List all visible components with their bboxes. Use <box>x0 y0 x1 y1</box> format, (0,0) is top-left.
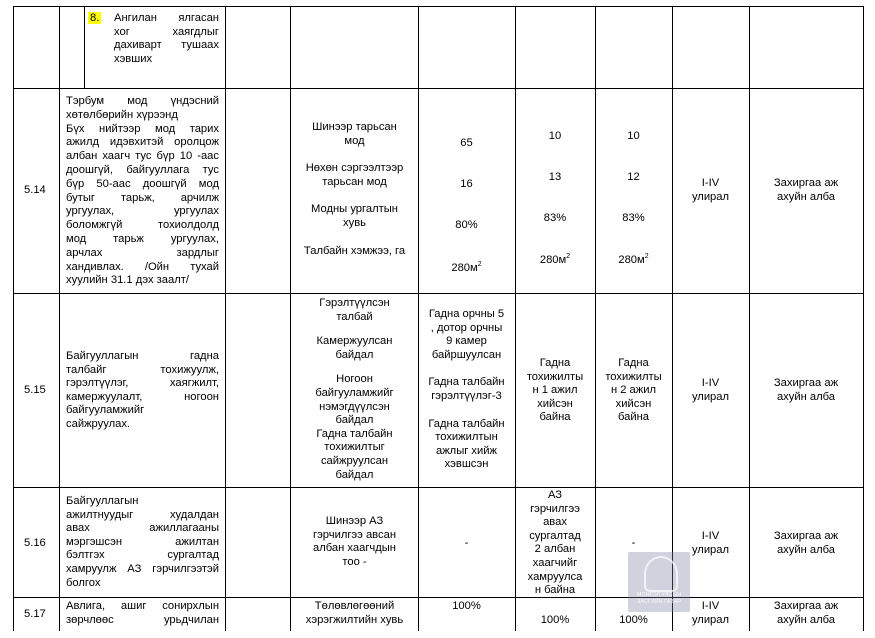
target-value: 100% <box>619 614 648 626</box>
text-line: байршуулсан <box>431 348 502 361</box>
indicator <box>291 203 418 230</box>
text-line: Модны ургалтын <box>311 203 398 216</box>
column-border <box>13 6 14 631</box>
target-text <box>515 357 595 425</box>
text-line: тарьсан мод <box>322 175 387 188</box>
activity-text <box>66 495 219 590</box>
area-unit-superscript: 2 <box>477 261 482 268</box>
text-line: МОНГОЛ УЛСЫН <box>636 592 682 598</box>
text-line: сайжруулсан <box>320 454 389 467</box>
baseline-value: 65 <box>460 137 473 149</box>
indicator-list <box>291 121 418 258</box>
baseline-value: 100% <box>452 600 481 612</box>
text-line: хөтөлбөрийн хүрээнд <box>66 108 178 121</box>
text-line: камержуулалт, ногоон <box>66 390 219 403</box>
baseline-text <box>418 308 515 472</box>
row-border <box>13 6 864 7</box>
text-line: н 1 ажил <box>532 384 578 397</box>
text-line: н 2 ажил <box>610 384 657 397</box>
text-line: болгох <box>66 576 101 589</box>
text-line: ахуйн алба <box>776 390 836 403</box>
activity-text <box>66 95 219 288</box>
text-line: байгууламжийг <box>315 386 394 399</box>
row-border <box>13 487 864 488</box>
text-line: ажилтнуудыг худалдан <box>66 508 219 521</box>
text-line: бутыг тарьж, арчилж <box>66 191 219 204</box>
text-line: тохижилтыг <box>324 441 385 454</box>
text-line: Гадна орчны 5 <box>428 308 505 320</box>
text-line: хамруулж АЗ гэрчилгээтэй <box>66 562 219 575</box>
text-line: Захиргаа аж <box>773 600 839 612</box>
text-line: доошгүй, байгууллага тус <box>66 163 219 176</box>
baseline-value: - <box>464 537 469 549</box>
text-line: Гадна талбайн <box>428 376 505 389</box>
text-line: байдал <box>335 414 374 427</box>
text-line: улирал <box>691 613 730 626</box>
text-line: гэрэлтүүлэг, хаягжилт, <box>66 377 219 390</box>
responsible-unit <box>749 377 863 404</box>
text-line: Төлөвлөгөөний <box>314 600 395 612</box>
responsible-unit <box>749 177 863 204</box>
row-border <box>13 293 864 294</box>
text-line: хамруулса <box>527 570 583 583</box>
row-number: 5.17 <box>24 608 46 620</box>
text-line: Байгууллагын <box>66 495 139 507</box>
text-line: улирал <box>691 190 730 203</box>
text-line: хэвших <box>114 52 153 65</box>
text-line: зөрчлөөс урьдчилан <box>66 613 219 626</box>
target-value: 10 <box>627 130 640 142</box>
text-line: н байна <box>534 584 576 597</box>
row-number: 5.15 <box>24 384 46 396</box>
text-line: ахуйн алба <box>776 190 836 203</box>
text-line: ахуйн алба <box>776 543 836 556</box>
text-line: Захиргаа аж <box>773 377 839 389</box>
area-value: 280м <box>618 254 645 266</box>
soyombo-emblem-icon <box>644 556 678 592</box>
text-line: I-IV <box>701 530 720 542</box>
item-text <box>114 12 219 66</box>
text-line: Авлига, ашиг сонирхлын <box>66 600 219 612</box>
text-line: улирал <box>691 543 730 556</box>
text-line: Ангилан ялгасан <box>114 12 219 24</box>
text-line: байдал <box>335 468 374 481</box>
area-value: 280м <box>451 262 478 274</box>
government-seal-watermark <box>628 552 690 612</box>
text-line: I-IV <box>701 377 720 389</box>
row-border <box>13 88 864 89</box>
text-line: сургалтад <box>529 529 581 542</box>
target-area <box>515 254 595 268</box>
period <box>672 377 749 404</box>
text-line: хэрэгжилтийн хувь <box>305 613 404 626</box>
text-line: I-IV <box>701 177 720 189</box>
text-line: АЗ <box>547 489 563 501</box>
text-line: талбай <box>336 310 373 323</box>
text-line: тохижилты <box>605 370 662 383</box>
text-line: байна <box>617 411 650 424</box>
text-line: Гадна талбайн <box>428 417 505 430</box>
target-value: 10 <box>548 130 562 142</box>
text-line: авах <box>543 516 567 529</box>
text-line: хэвшсэн <box>444 458 489 471</box>
text-line: нэмэгдүүлсэн <box>319 400 390 413</box>
text-line: хувь <box>343 216 366 229</box>
text-line: хог хаягдлыг <box>114 25 219 38</box>
text-line: Гадна талбайн <box>316 427 393 440</box>
column-border <box>84 6 85 88</box>
text-line: 9 камер <box>446 335 487 348</box>
target-value: - <box>631 537 636 549</box>
text-line: ахуйн алба <box>776 613 836 626</box>
text-line <box>418 404 515 418</box>
text-line: Шинээр тарьсан <box>312 121 397 133</box>
text-line: ажилд идэвхитэй оролцож <box>66 136 219 149</box>
indicator-list <box>291 515 418 569</box>
text-line: дахиварт тушаах <box>114 39 219 52</box>
text-line: хийсэн <box>537 397 573 410</box>
text-line: талбайг тохижуулж, <box>66 363 219 376</box>
text-line: мод <box>344 134 365 147</box>
area-unit-superscript: 2 <box>644 253 649 260</box>
indicator-list <box>291 297 418 482</box>
column-border <box>59 6 60 631</box>
text-line: байгууламжийг <box>66 404 145 417</box>
text-line: мэргэшсэн ажилтан <box>66 535 219 548</box>
text-line: Захиргаа аж <box>773 530 839 542</box>
target-text <box>595 357 672 425</box>
text-line: хаагчийг <box>532 556 578 569</box>
activity-text <box>66 350 219 432</box>
text-line: боломжгүй тохиолдолд <box>66 219 219 232</box>
column-border <box>225 6 226 631</box>
text-line: Бүх нийтээр мод тарих <box>66 122 219 135</box>
indicator <box>291 121 418 148</box>
text-line: ажлыг хийж <box>435 444 498 457</box>
text-line: Захиргаа аж <box>773 177 839 189</box>
column-border <box>863 6 864 631</box>
row-number: 5.16 <box>24 537 46 549</box>
text-line: албан хаагчдын <box>313 542 396 555</box>
text-line: улирал <box>691 390 730 403</box>
area-value: 280м <box>539 254 567 266</box>
text-line <box>418 362 515 376</box>
baseline-value: 16 <box>460 178 473 190</box>
text-line: Камержуулсан <box>316 335 393 348</box>
responsible-unit <box>749 530 863 557</box>
text-line: хандивлах. /Ойн тухай <box>66 260 219 273</box>
text-line: ЗАСГИЙН ГАЗАР <box>636 599 682 605</box>
text-line: арчлах зардлыг <box>66 246 219 259</box>
text-line: Шинээр АЗ <box>325 515 384 527</box>
text-line: тохижилты <box>526 370 584 383</box>
target-value: 83% <box>622 212 645 224</box>
text-line: Нөхөн сэргээлтээр <box>305 162 404 175</box>
text-line: гэрчилгээ <box>530 502 580 515</box>
area-unit-superscript: 2 <box>566 253 571 260</box>
target-area <box>595 254 672 268</box>
item-number-highlight: 8. <box>90 12 100 24</box>
text-line: гэрчилгээ авсан <box>312 528 396 541</box>
responsible-unit <box>749 600 863 627</box>
target-text <box>515 489 595 598</box>
indicator <box>291 245 418 259</box>
text-line: байна <box>539 411 571 424</box>
row-border <box>13 597 864 598</box>
text-line: сайжруулах. <box>66 417 131 430</box>
text-line <box>291 324 418 335</box>
text-line: Гэрэлтүүлсэн <box>319 297 390 309</box>
text-line: мод тарьж ургуулах, <box>66 232 219 245</box>
text-line: байдал <box>335 348 374 361</box>
text-line: хуулийн 31.1 дэх заалт/ <box>66 274 190 287</box>
text-line: 2 албан <box>534 543 576 556</box>
text-line: албан хаагч тус бүр 10 -аас <box>66 150 219 163</box>
text-line: Талбайн хэмжээ, га <box>303 244 406 257</box>
activity-text <box>66 600 219 627</box>
text-line: тохижилтын <box>435 431 498 444</box>
text-line: Ногоон <box>336 373 373 386</box>
item-number <box>88 12 110 26</box>
text-line: хийсэн <box>615 397 652 410</box>
baseline-value: 80% <box>455 219 478 231</box>
target-value: 13 <box>548 171 562 183</box>
text-line: Гадна <box>539 357 571 369</box>
text-line: Гадна <box>618 357 649 369</box>
text-line: бүр 50-аас доошгүй мод <box>66 177 219 190</box>
baseline-area <box>418 262 515 276</box>
text-line: бэлтгэх сургалтад <box>66 549 219 562</box>
text-line: гэрэлтүүлэг-3 <box>431 389 502 402</box>
indicator <box>291 162 418 189</box>
target-value: 12 <box>627 171 640 183</box>
text-line: Тэрбум мод үндэсний <box>66 95 219 107</box>
target-value: 83% <box>543 212 567 224</box>
text-line: тоо - <box>342 555 367 568</box>
target-value: 100% <box>540 614 570 626</box>
indicator-list <box>291 600 418 627</box>
text-line: ургуулах, ургуулах <box>66 205 219 218</box>
text-line: авах ажиллагааны <box>66 522 219 535</box>
text-line: , дотор орчны <box>430 321 503 334</box>
seal-caption <box>628 592 690 606</box>
text-line: Байгууллагын гадна <box>66 350 219 362</box>
text-line <box>291 362 418 373</box>
period <box>672 177 749 204</box>
row-number: 5.14 <box>24 184 46 196</box>
text-line: I-IV <box>701 600 720 612</box>
